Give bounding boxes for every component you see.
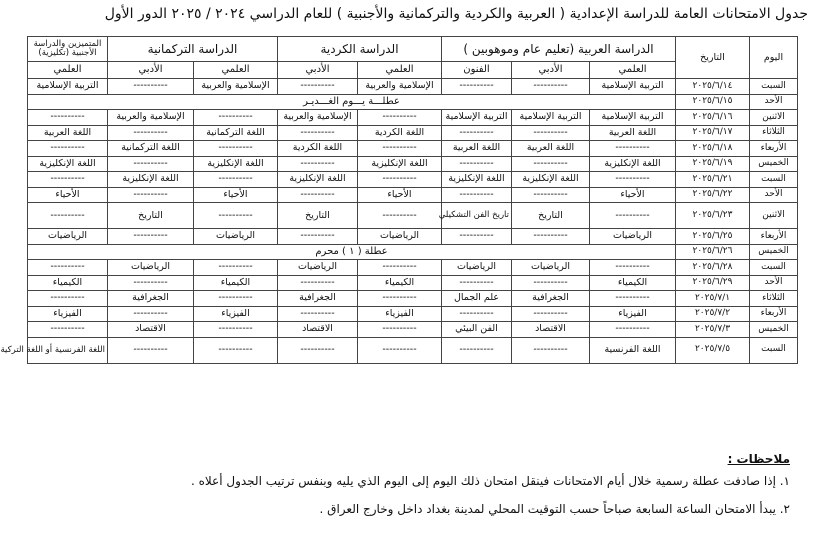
exam-cell: ----------: [442, 337, 512, 363]
exam-cell: ----------: [107, 275, 193, 291]
exam-cell: ----------: [193, 322, 277, 338]
exam-cell: ----------: [442, 125, 512, 141]
exam-cell: الفيزياء: [590, 306, 676, 322]
exam-cell: الكيمياء: [27, 275, 107, 291]
table-row: [27, 172, 797, 188]
date-cell: ٢٠٢٥/٦/٢٢: [676, 187, 750, 203]
exam-cell: ----------: [442, 229, 512, 245]
exam-cell: ----------: [107, 337, 193, 363]
day-cell: الاثنين: [750, 110, 798, 126]
exam-cell: اللغة العربية: [590, 125, 676, 141]
exam-cell: ----------: [358, 322, 442, 338]
exam-cell: اللغة التركمانية: [107, 141, 193, 157]
table-row: [27, 125, 797, 141]
notes-title: ملاحظات :: [727, 452, 790, 466]
exam-cell: الإسلامية والعربية: [107, 110, 193, 126]
turkmen-scientific-header: العلمي: [193, 62, 277, 79]
date-header: التاريخ: [676, 37, 750, 79]
date-cell: ٢٠٢٥/٧/٢: [676, 306, 750, 322]
exam-cell: ----------: [277, 125, 357, 141]
exam-cell: الرياضيات: [277, 260, 357, 276]
exam-cell: ----------: [277, 306, 357, 322]
exam-cell: اللغة الكردية: [277, 141, 357, 157]
table-row: [27, 156, 797, 172]
table-row: [27, 229, 797, 245]
exam-cell: ----------: [27, 172, 107, 188]
exam-cell: اللغة الإنكليزية: [512, 172, 590, 188]
day-header: اليوم: [750, 37, 798, 79]
table-row: [27, 203, 797, 229]
exam-cell: ----------: [590, 291, 676, 307]
arabic-arts-header: الفنون: [442, 62, 512, 79]
exam-schedule-table: [0, 36, 798, 364]
exam-cell: الكيمياء: [193, 275, 277, 291]
exam-cell: الإسلامية والعربية: [358, 79, 442, 95]
exam-cell: ----------: [277, 229, 357, 245]
exam-cell: الكيمياء: [358, 275, 442, 291]
exam-cell: علم الجمال: [442, 291, 512, 307]
day-cell: الأحد: [750, 187, 798, 203]
exam-cell: ----------: [193, 291, 277, 307]
exam-cell: الرياضيات: [107, 260, 193, 276]
exam-cell: ----------: [590, 260, 676, 276]
exam-cell: ----------: [107, 229, 193, 245]
day-cell: الأربعاء: [750, 141, 798, 157]
date-cell: ٢٠٢٥/٦/٢٥: [676, 229, 750, 245]
foreign-study-header: المتميزين والدراسة الأجنبية (تكليزية): [27, 37, 107, 62]
exam-cell: ----------: [358, 260, 442, 276]
date-cell: ٢٠٢٥/٦/١٩: [676, 156, 750, 172]
table-row: [27, 79, 797, 95]
exam-cell: ----------: [512, 306, 590, 322]
exam-cell: الاقتصاد: [277, 322, 357, 338]
day-cell: الاثنين: [750, 203, 798, 229]
exam-cell: تاريخ الفن التشكيلي: [442, 203, 512, 229]
exam-cell: الكيمياء: [590, 275, 676, 291]
exam-cell: ----------: [27, 141, 107, 157]
note-item: ١. إذا صادفت عطلة رسمية خلال أيام الامتحانات فينقل امتحان ذلك اليوم إلى اليوم الذي يليه وبنفس ترتيب الجدول أعلاه .: [190, 474, 790, 488]
exam-cell: ----------: [193, 172, 277, 188]
date-cell: ٢٠٢٥/٧/١: [676, 291, 750, 307]
table-row: [27, 322, 797, 338]
exam-cell: ----------: [27, 291, 107, 307]
exam-cell: ----------: [27, 110, 107, 126]
arabic-literary-header: الأدبي: [512, 62, 590, 79]
group-header-row: [27, 37, 797, 62]
exam-cell: اللغة الإنكليزية: [590, 156, 676, 172]
day-cell: الثلاثاء: [750, 125, 798, 141]
date-cell: ٢٠٢٥/٦/٢٨: [676, 260, 750, 276]
exam-cell: الرياضيات: [27, 229, 107, 245]
exam-cell: ----------: [107, 125, 193, 141]
day-cell: السبت: [750, 79, 798, 95]
exam-cell: الأحياء: [193, 187, 277, 203]
date-cell: ٢٠٢٥/٦/١٤: [676, 79, 750, 95]
exam-cell: الرياضيات: [512, 260, 590, 276]
date-cell: ٢٠٢٥/٦/٢٣: [676, 203, 750, 229]
exam-cell: الفيزياء: [358, 306, 442, 322]
exam-cell: التربية الإسلامية: [442, 110, 512, 126]
table-row: [27, 337, 797, 363]
exam-cell: ----------: [277, 156, 357, 172]
day-cell: الأربعاء: [750, 306, 798, 322]
exam-cell: الجغرافية: [277, 291, 357, 307]
exam-cell: الرياضيات: [590, 229, 676, 245]
exam-cell: الرياضيات: [193, 229, 277, 245]
exam-cell: اللغة الكردية: [358, 125, 442, 141]
exam-cell: الإسلامية والعربية: [193, 79, 277, 95]
exam-cell: ----------: [442, 306, 512, 322]
exam-cell: الفيزياء: [193, 306, 277, 322]
notes-section: [38, 452, 790, 530]
exam-cell: ----------: [193, 110, 277, 126]
exam-cell: ----------: [277, 79, 357, 95]
day-cell: الأحد: [750, 94, 798, 110]
exam-cell: ----------: [590, 172, 676, 188]
exam-cell: اللغة الفرنسية: [590, 337, 676, 363]
exam-cell: الأحياء: [27, 187, 107, 203]
exam-cell: اللغة العربية: [27, 125, 107, 141]
day-cell: الخميس: [750, 244, 798, 260]
exam-cell: ----------: [107, 187, 193, 203]
day-cell: الأربعاء: [750, 229, 798, 245]
exam-cell: ----------: [358, 203, 442, 229]
exam-cell: ----------: [193, 260, 277, 276]
exam-cell: اللغة الإنكليزية: [277, 172, 357, 188]
exam-cell: اللغة الإنكليزية: [442, 172, 512, 188]
exam-cell: ----------: [512, 156, 590, 172]
date-cell: ٢٠٢٥/٦/١٨: [676, 141, 750, 157]
table-row: [27, 275, 797, 291]
exam-cell: الفن البيئي: [442, 322, 512, 338]
turkmen-study-header: الدراسة التركمانية: [107, 37, 277, 62]
exam-cell: اللغة العربية: [442, 141, 512, 157]
table-row: [27, 141, 797, 157]
exam-cell: ----------: [358, 337, 442, 363]
date-cell: ٢٠٢٥/٧/٣: [676, 322, 750, 338]
exam-cell: اللغة التركمانية: [193, 125, 277, 141]
day-cell: الأحد: [750, 275, 798, 291]
exam-cell: اللغة الإنكليزية: [358, 156, 442, 172]
date-cell: ٢٠٢٥/٦/٢٦: [676, 244, 750, 260]
arabic-study-header: الدراسة العربية (تعليم عام وموهوبين ): [442, 37, 676, 62]
exam-cell: الجغرافية: [107, 291, 193, 307]
kurdish-literary-header: الأدبي: [277, 62, 357, 79]
note-item: ٢. يبدأ الامتحان الساعة السابعة صباحاً حسب التوقيت المحلي لمدينة بغداد داخل وخارج العراق .: [319, 502, 790, 516]
exam-cell: الأحياء: [358, 187, 442, 203]
exam-cell: ----------: [27, 260, 107, 276]
kurdish-scientific-header: العلمي: [358, 62, 442, 79]
exam-cell: التربية الإسلامية: [590, 79, 676, 95]
exam-cell: الفيزياء: [27, 306, 107, 322]
exam-cell: ----------: [442, 156, 512, 172]
exam-cell: ----------: [512, 187, 590, 203]
exam-cell: ----------: [27, 203, 107, 229]
exam-cell: التاريخ: [512, 203, 590, 229]
table-row: [27, 291, 797, 307]
exam-cell: ----------: [277, 337, 357, 363]
day-cell: الخميس: [750, 322, 798, 338]
table-row: [27, 110, 797, 126]
exam-cell: الرياضيات: [442, 260, 512, 276]
date-cell: ٢٠٢٥/٦/١٧: [676, 125, 750, 141]
exam-cell: التربية الإسلامية: [590, 110, 676, 126]
table-row: [27, 306, 797, 322]
table-row: [27, 260, 797, 276]
exam-cell: ----------: [512, 229, 590, 245]
exam-cell: اللغة الإنكليزية: [107, 172, 193, 188]
exam-cell: ----------: [512, 337, 590, 363]
exam-cell: ----------: [277, 275, 357, 291]
exam-cell: ----------: [107, 79, 193, 95]
page-title: جدول الامتحانات العامة للدراسة الإعدادية ( العربية والكردية والتركمانية والأجنبية ) للعام الدراسي ٢٠٢٤ / ٢٠٢٥ الدور الأول: [104, 6, 808, 22]
exam-cell: ----------: [358, 141, 442, 157]
exam-cell: ----------: [590, 141, 676, 157]
exam-cell: الاقتصاد: [107, 322, 193, 338]
holiday-row: [27, 94, 797, 110]
kurdish-study-header: الدراسة الكردية: [277, 37, 441, 62]
holiday-label: عطلـــة يـــوم الغـــديـر: [27, 94, 675, 110]
exam-cell: ----------: [277, 187, 357, 203]
day-cell: السبت: [750, 260, 798, 276]
exam-cell: ----------: [512, 275, 590, 291]
exam-cell: ----------: [27, 322, 107, 338]
date-cell: ٢٠٢٥/٦/١٥: [676, 94, 750, 110]
exam-cell: ----------: [107, 156, 193, 172]
exam-cell: ----------: [193, 141, 277, 157]
exam-cell: الرياضيات: [358, 229, 442, 245]
exam-cell: ----------: [442, 187, 512, 203]
exam-cell: ----------: [442, 275, 512, 291]
foreign-scientific-header: العلمي: [27, 62, 107, 79]
exam-cell: ----------: [442, 79, 512, 95]
exam-cell: التاريخ: [107, 203, 193, 229]
holiday-label: عطلة ( ١ ) محرم: [27, 244, 675, 260]
exam-cell: ----------: [358, 172, 442, 188]
exam-cell: ----------: [590, 322, 676, 338]
exam-cell: التربية الإسلامية: [512, 110, 590, 126]
exam-cell: ----------: [193, 337, 277, 363]
exam-cell: الاقتصاد: [512, 322, 590, 338]
date-cell: ٢٠٢٥/٦/١٦: [676, 110, 750, 126]
exam-cell: ----------: [512, 125, 590, 141]
exam-cell: اللغة الإنكليزية: [27, 156, 107, 172]
day-cell: السبت: [750, 172, 798, 188]
exam-cell: ----------: [358, 291, 442, 307]
exam-cell: التربية الإسلامية: [27, 79, 107, 95]
exam-cell: اللغة الإنكليزية: [193, 156, 277, 172]
exam-cell: ----------: [512, 79, 590, 95]
exam-cell: اللغة الفرنسية أو اللغة التركية: [27, 337, 107, 363]
arabic-scientific-header: العلمي: [590, 62, 676, 79]
day-cell: الثلاثاء: [750, 291, 798, 307]
exam-cell: ----------: [193, 203, 277, 229]
exam-cell: اللغة العربية: [512, 141, 590, 157]
exam-cell: الأحياء: [590, 187, 676, 203]
exam-cell: الإسلامية والعربية: [277, 110, 357, 126]
exam-cell: ----------: [107, 306, 193, 322]
holiday-row: [27, 244, 797, 260]
day-cell: السبت: [750, 337, 798, 363]
date-cell: ٢٠٢٥/٦/٢٩: [676, 275, 750, 291]
exam-cell: ----------: [590, 203, 676, 229]
exam-cell: ----------: [358, 110, 442, 126]
exam-cell: التاريخ: [277, 203, 357, 229]
date-cell: ٢٠٢٥/٦/٢١: [676, 172, 750, 188]
table-row: [27, 187, 797, 203]
exam-cell: الجغرافية: [512, 291, 590, 307]
date-cell: ٢٠٢٥/٧/٥: [676, 337, 750, 363]
turkmen-literary-header: الأدبي: [107, 62, 193, 79]
day-cell: الخميس: [750, 156, 798, 172]
